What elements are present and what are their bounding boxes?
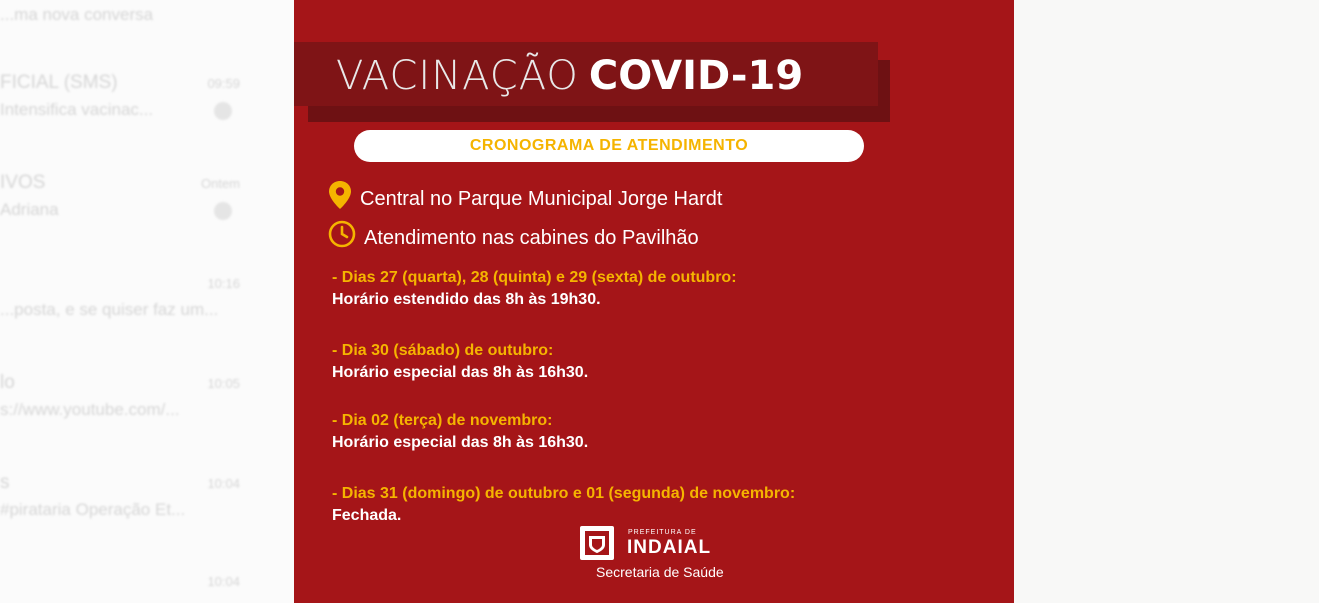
chat-time: 10:04 bbox=[207, 476, 240, 491]
unread-icon bbox=[214, 202, 232, 220]
schedule-hours: Horário especial das 8h às 16h30. bbox=[332, 364, 589, 381]
schedule-subtitle: CRONOGRAMA DE ATENDIMENTO bbox=[354, 130, 864, 162]
chat-preview: s://www.youtube.com/... bbox=[0, 400, 180, 419]
chat-name: s bbox=[0, 472, 10, 493]
chat-list-item[interactable] bbox=[0, 72, 260, 132]
schedule-day: - Dia 30 (sábado) de outubro: bbox=[332, 342, 554, 359]
logo-city: INDAIAL bbox=[627, 537, 712, 558]
schedule-hours: Horário especial das 8h às 16h30. bbox=[332, 434, 589, 451]
schedule-hours: Fechada. bbox=[332, 507, 402, 524]
schedule-day: - Dias 31 (domingo) de outubro e 01 (segunda) de novembro: bbox=[332, 485, 796, 502]
chat-preview: ...posta, e se quiser faz um... bbox=[0, 300, 219, 319]
schedule-hours: Horário estendido das 8h às 19h30. bbox=[332, 291, 601, 308]
vaccination-poster-image bbox=[294, 0, 1014, 603]
chat-name: lo bbox=[0, 372, 15, 393]
schedule-day: - Dias 27 (quarta), 28 (quinta) e 29 (sexta) de outubro: bbox=[332, 269, 737, 286]
chat-list-background bbox=[0, 0, 270, 603]
chat-list-item[interactable] bbox=[0, 272, 260, 332]
chat-time: 09:59 bbox=[207, 76, 240, 91]
clock-icon bbox=[328, 220, 356, 257]
title-light-text: VACINAÇÃO bbox=[336, 53, 579, 99]
chat-time: 10:05 bbox=[207, 376, 240, 391]
chat-list-item[interactable] bbox=[0, 372, 260, 432]
chat-preview: #pirataria Operação Et... bbox=[0, 500, 186, 519]
schedule-day: - Dia 02 (terça) de novembro: bbox=[332, 412, 553, 429]
chat-name: IVOS bbox=[0, 172, 46, 193]
chat-list-item[interactable] bbox=[0, 570, 260, 603]
logo-department: Secretaria de Saúde bbox=[596, 564, 724, 580]
schedule-entry bbox=[332, 410, 932, 454]
muted-icon bbox=[214, 102, 232, 120]
service-text: Atendimento nas cabines do Pavilhão bbox=[364, 226, 699, 249]
viewer-backdrop bbox=[1014, 0, 1319, 603]
prefeitura-logo bbox=[580, 526, 730, 586]
chat-time: 10:16 bbox=[207, 276, 240, 291]
chat-time: Ontem bbox=[200, 176, 240, 191]
chat-time: 10:04 bbox=[207, 574, 240, 589]
service-line bbox=[328, 220, 699, 250]
location-pin-icon bbox=[328, 180, 352, 219]
schedule-entry bbox=[332, 340, 932, 384]
logo-prefix: PREFEITURA DE bbox=[628, 529, 697, 536]
chat-list-item[interactable] bbox=[0, 472, 260, 532]
chat-preview: Adriana bbox=[0, 200, 59, 219]
chat-preview: Intensifica vacinac... bbox=[0, 100, 154, 119]
location-text: Central no Parque Municipal Jorge Hardt bbox=[360, 187, 723, 210]
schedule-entry bbox=[332, 267, 932, 311]
chat-name: FICIAL (SMS) bbox=[0, 72, 118, 93]
title-bold-text: COVID-19 bbox=[588, 53, 804, 99]
chat-list-header-text: ...ma nova conversa bbox=[0, 5, 154, 24]
city-crest-icon bbox=[580, 526, 614, 560]
schedule-entry bbox=[332, 483, 932, 527]
poster-title bbox=[336, 50, 876, 100]
location-line bbox=[328, 180, 722, 210]
chat-list-item[interactable] bbox=[0, 172, 260, 232]
